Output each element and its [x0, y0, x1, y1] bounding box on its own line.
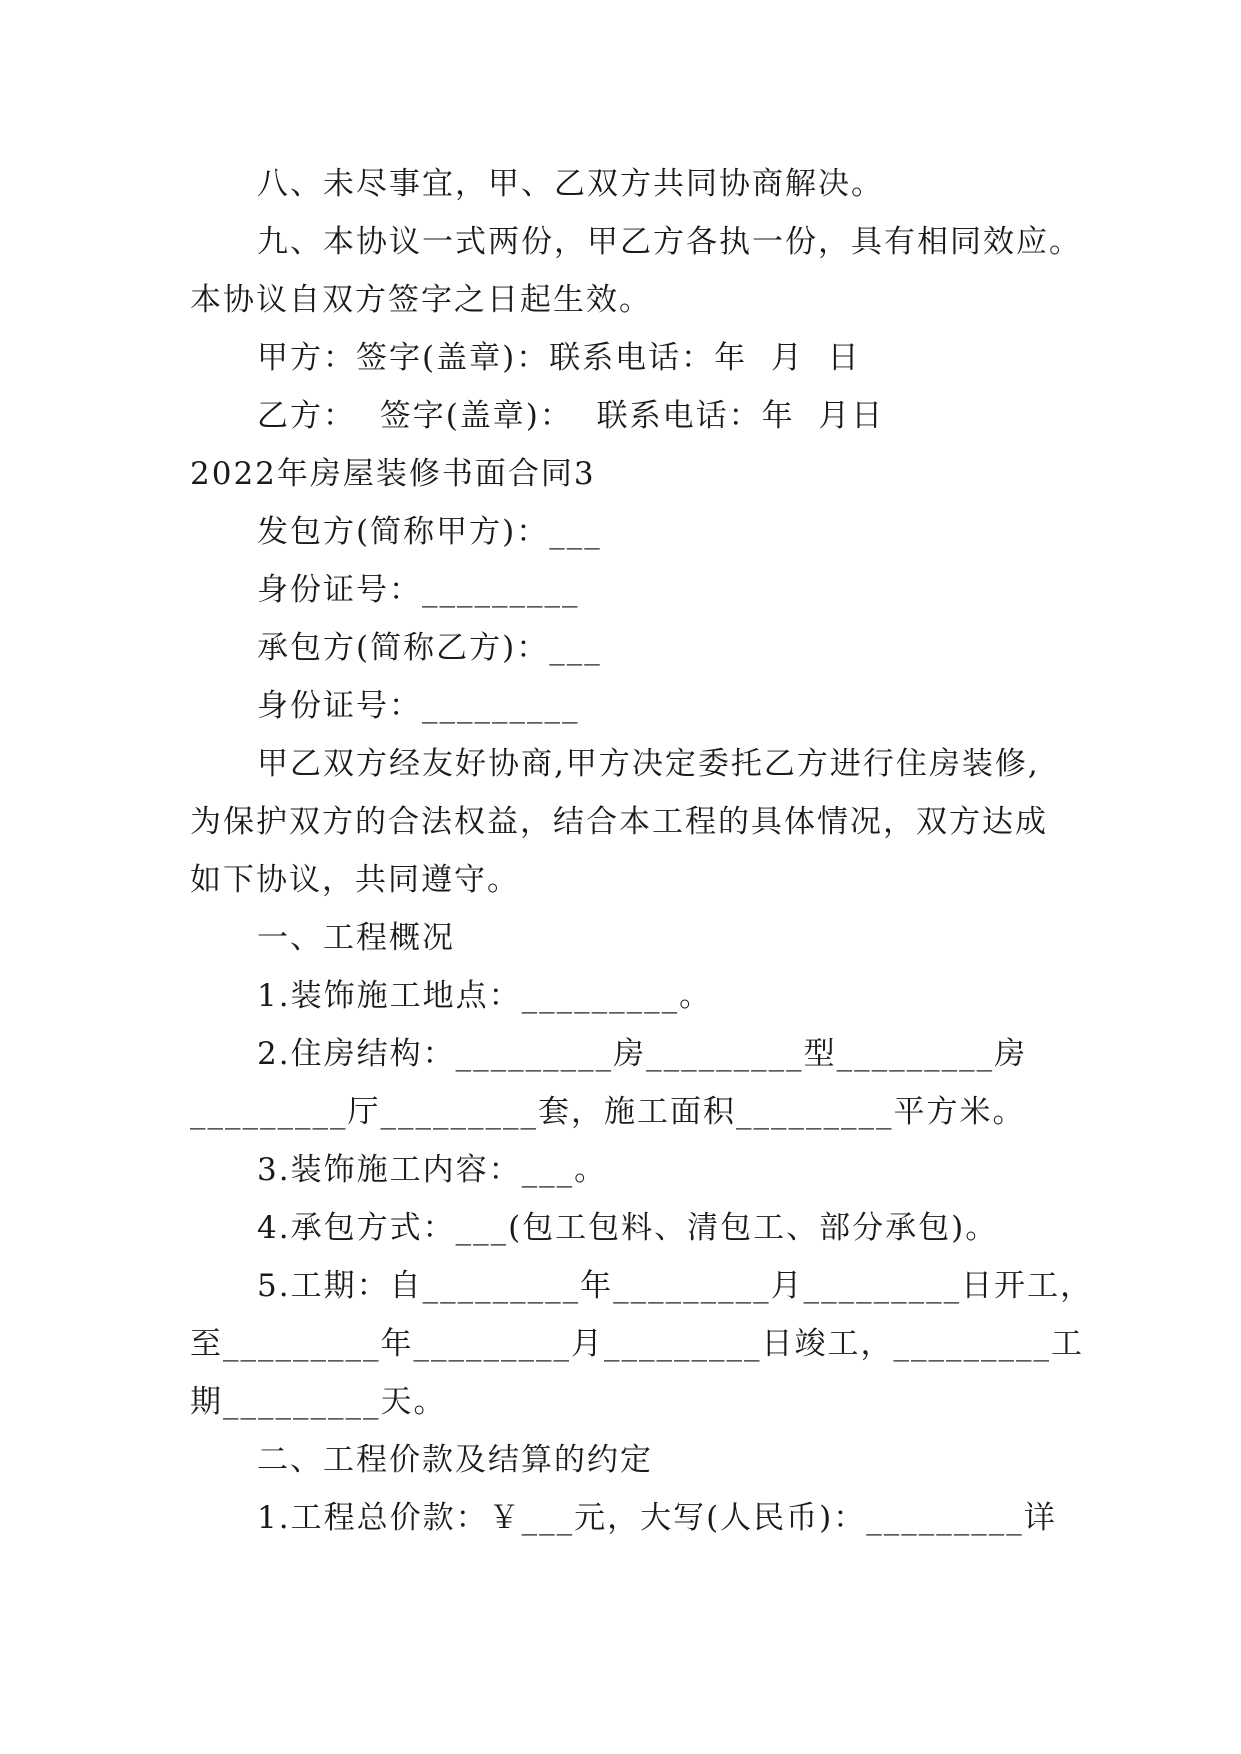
item-1-5-continued: 至_________年_________月_________日竣工，_________工 [190, 1326, 1084, 1362]
item-1-5: 5.工期：自_________年_________月_________日开工， [257, 1268, 1094, 1304]
clause-9-continued: 本协议自双方签字之日起生效。 [190, 282, 652, 318]
employer-field: 发包方(简称甲方)：___ [257, 514, 602, 550]
item-2-1: 1.工程总价款：￥___元，大写(人民币)：_________详 [257, 1500, 1057, 1536]
section-2-heading: 二、工程价款及结算的约定 [257, 1442, 653, 1478]
employer-id-field: 身份证号：_________ [257, 572, 580, 608]
party-a-signature-line: 甲方：签字(盖章)：联系电话：年 月 日 [257, 340, 861, 376]
preamble-line-3: 如下协议，共同遵守。 [190, 862, 520, 898]
contract-title: 2022年房屋装修书面合同3 [190, 456, 596, 492]
party-b-signature-line: 乙方： 签字(盖章)： 联系电话：年 月日 [257, 398, 885, 434]
contractor-id-field: 身份证号：_________ [257, 688, 580, 724]
item-1-2-continued: _________厅_________套，施工面积_________平方米。 [190, 1094, 1026, 1130]
item-1-2: 2.住房结构：_________房_________型_________房 [257, 1036, 1028, 1072]
preamble-line-1: 甲乙双方经友好协商,甲方决定委托乙方进行住房装修, [257, 746, 1040, 782]
preamble-line-2: 为保护双方的合法权益，结合本工程的具体情况，双方达成 [190, 804, 1048, 840]
section-1-heading: 一、工程概况 [257, 920, 455, 956]
item-1-1: 1.装饰施工地点：_________。 [257, 978, 713, 1014]
item-1-4: 4.承包方式：___(包工包料、清包工、部分承包)。 [257, 1210, 999, 1246]
contractor-field: 承包方(简称乙方)：___ [257, 630, 602, 666]
clause-8: 八、未尽事宜，甲、乙双方共同协商解决。 [257, 166, 884, 202]
clause-9: 九、本协议一式两份，甲乙方各执一份，具有相同效应。 [257, 224, 1082, 260]
item-1-3: 3.装饰施工内容：___。 [257, 1152, 608, 1188]
item-1-5-end: 期_________天。 [190, 1384, 447, 1420]
